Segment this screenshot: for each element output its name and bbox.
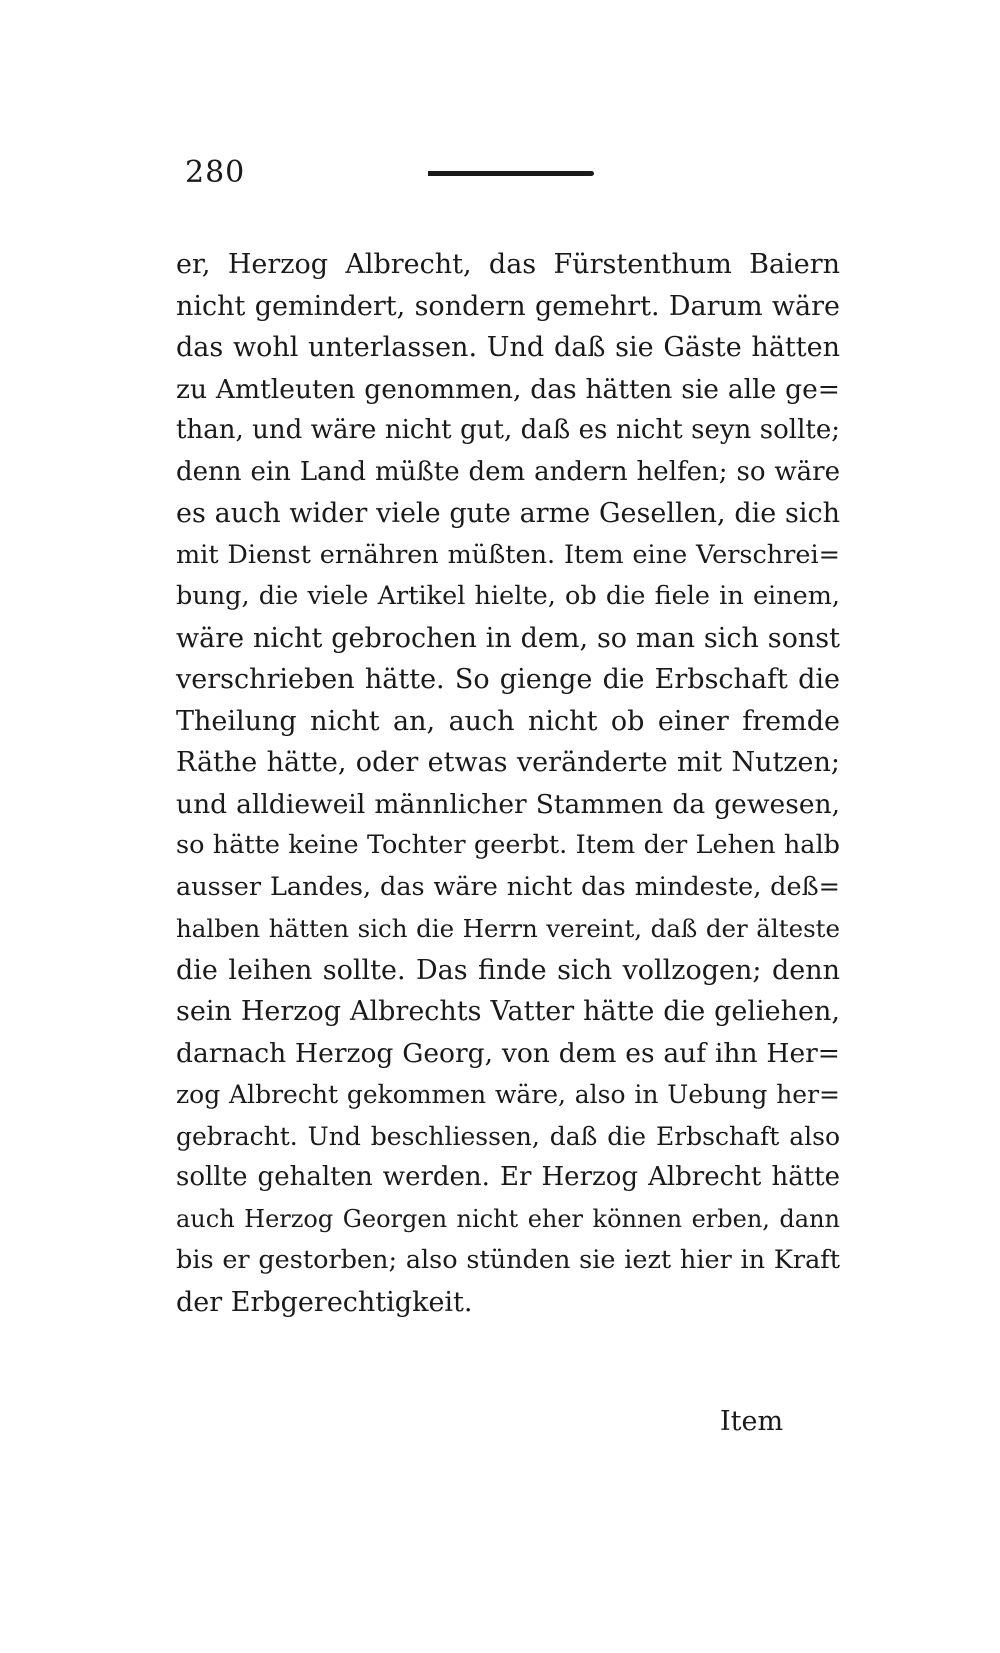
- text-line: wäre nicht gebrochen in dem, so man sich sonst: [176, 622, 840, 654]
- text-line: nicht gemindert, sondern gemehrt. Darum wäre: [176, 290, 840, 322]
- text-line: sollte gehalten werden. Er Herzog Albrecht hätte: [176, 1162, 840, 1192]
- text-line: denn ein Land müßte dem andern helfen; so wäre: [176, 456, 840, 487]
- text-line: die leihen sollte. Das finde sich vollzogen; denn: [176, 954, 840, 986]
- text-line: bis er gestorben; also stünden sie iezt hier in Kraft: [176, 1245, 840, 1275]
- header-rule: [428, 171, 594, 176]
- text-line: ausser Landes, das wäre nicht das mindeste, deß=: [176, 871, 840, 902]
- text-line: bung, die viele Artikel hielte, ob die fiele in einem,: [176, 581, 840, 611]
- text-line: than, und wäre nicht gut, daß es nicht seyn sollte;: [176, 415, 840, 445]
- text-line: zog Albrecht gekommen wäre, also in Uebung her=: [176, 1080, 840, 1109]
- text-line: mit Dienst ernähren müßten. Item eine Verschrei=: [176, 539, 840, 570]
- text-line: zu Amtleuten genommen, das hätten sie alle ge=: [176, 373, 840, 405]
- text-line: und alldieweil männlicher Stammen da gewesen,: [176, 788, 840, 820]
- text-line: halben hätten sich die Herrn vereint, daß der älteste: [176, 914, 840, 943]
- page-number: 280: [185, 155, 246, 190]
- text-line: Räthe hätte, oder etwas veränderte mit Nutzen;: [176, 747, 840, 778]
- text-line: es auch wider viele gute arme Gesellen, die sich: [176, 498, 840, 529]
- text-line: er, Herzog Albrecht, das Fürstenthum Baiern: [176, 249, 840, 280]
- text-line: auch Herzog Georgen nicht eher können erben, dann: [176, 1204, 840, 1233]
- text-line: sein Herzog Albrechts Vatter hätte die geliehen,: [176, 996, 840, 1027]
- text-line: verschrieben hätte. So gienge die Erbschaft die: [176, 664, 840, 695]
- text-line: Theilung nicht an, auch nicht ob einer fremde: [176, 705, 840, 737]
- body-text: [176, 244, 840, 1323]
- text-line: gebracht. Und beschliessen, daß die Erbschaft also: [176, 1121, 840, 1151]
- catchword: Item: [720, 1406, 784, 1437]
- text-line: das wohl unterlassen. Und daß sie Gäste hätten: [176, 332, 840, 363]
- text-line: so hätte keine Tochter geerbt. Item der Lehen halb: [176, 830, 840, 860]
- text-line: der Erbgerechtigkeit.: [176, 1286, 473, 1318]
- text-line: darnach Herzog Georg, von dem es auf ihn Her=: [176, 1037, 840, 1069]
